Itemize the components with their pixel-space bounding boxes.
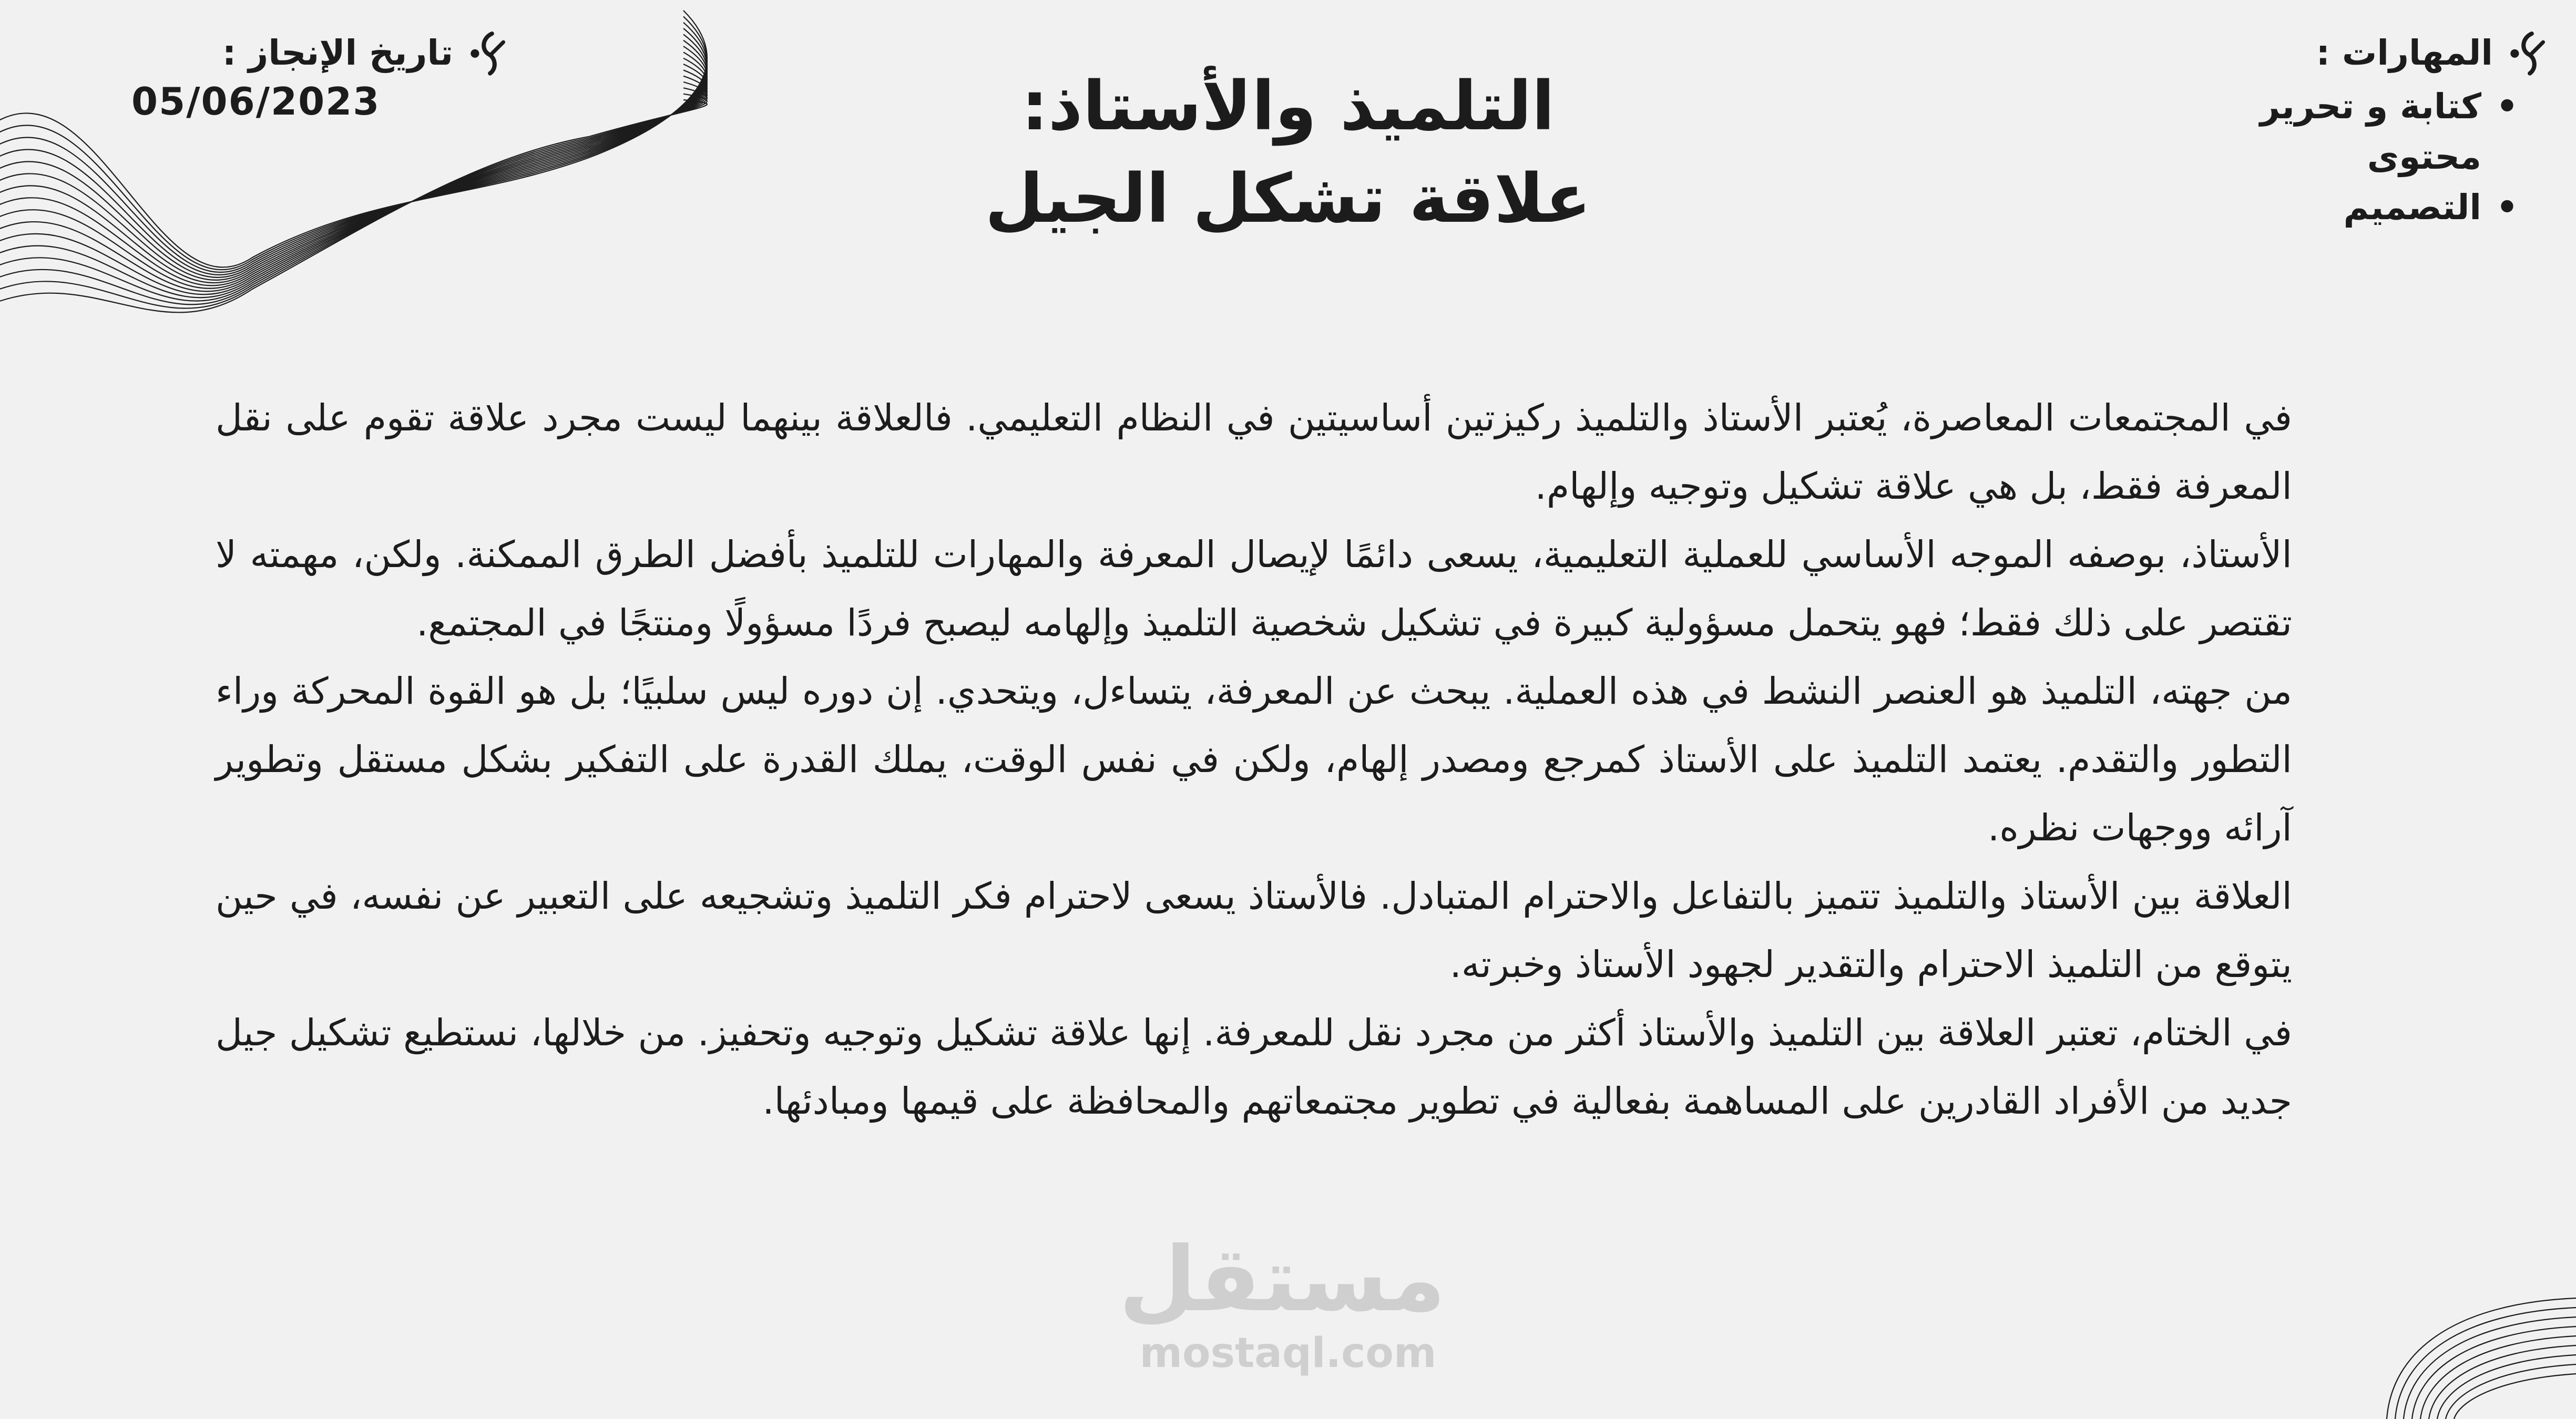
decorative-corner-curves — [2376, 1288, 2576, 1419]
completion-date-section — [131, 29, 510, 124]
paragraph: العلاقة بين الأستاذ والتلميذ تتميز بالتفاعل والاحترام المتبادل. فالأستاذ يسعى لاحترام فكر التلميذ وتشجيعه على التعبير عن نفسه، في حين يتوقع من التلميذ الاحترام والتقدير لجهود الأستاذ وخبرته. — [216, 875, 2292, 986]
paragraph: في الختام، تعتبر العلاقة بين التلميذ والأستاذ أكثر من مجرد نقل للمعرفة. إنها علاقة تشكيل وتوجيه وتحفيز. من خلالها، نستطيع تشكيل جيل جديد من الأفراد القادرين على المساهمة بفعالية في تطوير مجتمعاتهم والمحافظة على قيمها ومبادئها. — [216, 1011, 2292, 1123]
wave-line — [0, 100, 707, 312]
completion-date-label: تاريخ الإنجاز : — [222, 32, 453, 73]
skill-item: • كتابة و تحرير محتوى — [2224, 81, 2518, 182]
paragraph: في المجتمعات المعاصرة، يُعتبر الأستاذ والتلميذ ركيزتين أساسيتين في النظام التعليمي. فالعلاقة بينهما ليست مجرد علاقة تقوم على نقل المعرفة فقط، بل هي علاقة تشكيل وتوجيه وإلهام. — [216, 396, 2292, 508]
article-body — [216, 384, 2292, 1135]
watermark — [1119, 1228, 1446, 1377]
skills-header — [2224, 29, 2550, 76]
watermark-arabic: مستقل — [1119, 1228, 1446, 1332]
skills-title: المهارات : — [2316, 32, 2493, 73]
logo-icon — [463, 29, 510, 76]
paragraph: الأستاذ، بوصفه الموجه الأساسي للعملية التعليمية، يسعى دائمًا لإيصال المعرفة والمهارات للتلميذ بأفضل الطرق الممكنة. ولكن، مهمته لا تقتصر على ذلك فقط؛ فهو يتحمل مسؤولية كبيرة في تشكيل شخصية التلميذ وإلهامه ليصبح فردًا مسؤولًا ومنتجًا في المجتمع. — [216, 533, 2292, 644]
paragraph: من جهته، التلميذ هو العنصر النشط في هذه العملية. يبحث عن المعرفة، يتساءل، ويتحدي. إن دوره ليس سلبيًا؛ بل هو القوة المحركة وراء التطور والتقدم. يعتمد التلميذ على الأستاذ كمرجع ومصدر إلهام، ولكن في نفس الوقت، يملك القدرة على التفكير بشكل مستقل وتطوير آرائه ووجهات نظره. — [216, 670, 2292, 849]
page-title — [762, 60, 1814, 245]
title-line-2: علاقة تشكل الجيل — [985, 160, 1591, 238]
logo-icon — [2502, 29, 2550, 76]
completion-date-value: 05/06/2023 — [131, 79, 381, 124]
title-line-1: التلميذ والأستاذ: — [1021, 67, 1555, 146]
completion-date-header — [131, 29, 510, 76]
watermark-latin: mostaql.com — [1139, 1330, 1437, 1377]
skill-item: • التصميم — [2224, 182, 2518, 233]
skills-list — [2224, 81, 2550, 233]
skills-section — [2224, 29, 2550, 233]
